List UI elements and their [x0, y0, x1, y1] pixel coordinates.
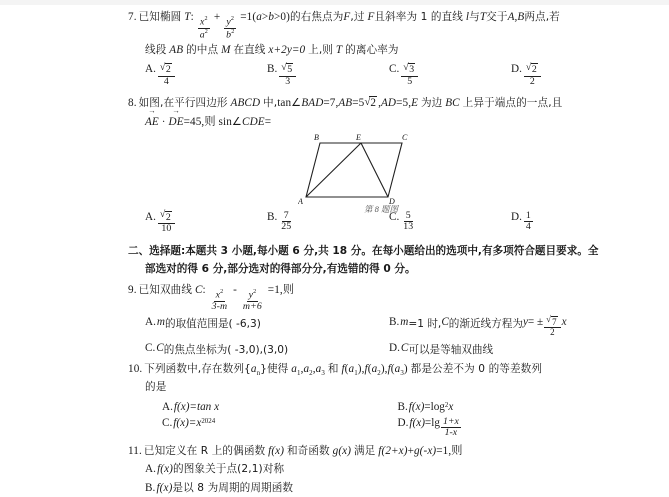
- q7-line-l: l: [465, 11, 470, 23]
- q8-ad-value: =5,: [396, 96, 412, 109]
- q8-text-2: 中,: [263, 96, 278, 109]
- q7-cond-a: a: [256, 11, 262, 23]
- q8-option-b-value: $\frac{7}{25}$: [281, 209, 292, 233]
- q9-option-b-text-1: =1 时,: [408, 317, 442, 330]
- q10-fa3-arg: a: [394, 362, 401, 375]
- vertex-label-c: C: [402, 132, 408, 142]
- q8-option-a-label: A.: [145, 210, 156, 223]
- q10-comma-3: ,: [361, 362, 365, 375]
- q7-equals: =1(: [240, 11, 257, 23]
- q7-stem-text-3: ,过: [350, 11, 365, 23]
- q9-option-c-var: C: [156, 341, 164, 354]
- q7-option-a-value: √ $\frac{2}{4}$: [158, 63, 175, 87]
- q7-colon: :: [190, 11, 194, 23]
- q8-option-c-label: C.: [389, 210, 400, 223]
- q11-eq-f: f(2+x): [378, 444, 408, 457]
- q7-option-a[interactable]: [145, 63, 267, 87]
- q7-seg-AB: AB: [169, 43, 184, 56]
- q9-option-c-text: 的焦点坐标为( -3,0),(3,0): [163, 343, 289, 356]
- q11-eq-g: g(-x): [413, 444, 437, 457]
- q9-minus: -: [233, 283, 237, 296]
- q8-angle-cde: CDE: [242, 116, 265, 129]
- q9-option-d[interactable]: [389, 342, 633, 357]
- question-10-stem-line2: [128, 379, 633, 396]
- q9-text-1: 已知双曲线: [138, 283, 193, 296]
- q7-l2-text-1: 线段: [145, 43, 167, 56]
- q10-fa3-sub: 3: [400, 368, 404, 377]
- q7-option-b-label: B.: [267, 63, 278, 76]
- q8-seg-bc: BC: [445, 96, 460, 109]
- q10-option-c-label: C.: [162, 416, 173, 429]
- q10-fa2-arg: a: [371, 362, 378, 375]
- q9-option-c[interactable]: [145, 342, 389, 357]
- q7-option-b-value: √ $\frac{5}{3}$: [279, 63, 296, 87]
- q7-stem-text-4: 且斜率为 1 的直线: [374, 11, 464, 23]
- q11-option-b-text: 是以 8 为周期的周期函数: [172, 481, 294, 494]
- q10-a3: a: [315, 362, 322, 375]
- q10-option-b-label: B.: [397, 400, 408, 413]
- vertex-label-e: E: [356, 132, 361, 142]
- parallelogram-abcd-diagram: [298, 133, 414, 205]
- question-9-number: 9.: [128, 283, 137, 296]
- q7-stem-text-1: 已知椭圆: [138, 11, 182, 23]
- q10-option-a-eq: =tan x: [189, 400, 220, 413]
- q7-frac-den-a2: $a^2$: [199, 29, 208, 41]
- section-2-line-1: 二、选择题:本题共 3 小题,每小题 6 分,共 18 分。在每小题给出的选项中,有多项符合题目要求。全: [128, 244, 599, 257]
- q9-option-b-pm: = ±: [527, 315, 544, 328]
- q10-text-4: 都是公差不为 0 的等差数列: [410, 362, 543, 375]
- q8-parallelogram-abcd: ABCD: [230, 96, 261, 109]
- q7-frac-y2-b2: [224, 16, 236, 40]
- vertex-label-a: A: [298, 196, 303, 205]
- q10-text-1: 下列函数中,存在数列{: [144, 362, 251, 375]
- q10-option-d-frac: $\frac{1+x}{1-x}$: [442, 415, 459, 439]
- q8-ab-sqrt: √ 2: [364, 94, 378, 112]
- q7-option-a-label: A.: [145, 63, 156, 76]
- question-10-options-row-2: [128, 417, 633, 439]
- section-2-header: [128, 242, 633, 278]
- q9-option-d-label: D.: [389, 341, 400, 354]
- q7-stem-text-7: 两点,若: [524, 11, 560, 23]
- q10-option-b-fx: f(x): [408, 400, 425, 413]
- question-11-option-a[interactable]: [128, 460, 633, 478]
- q9-option-b-var-m: m: [400, 315, 409, 328]
- q8-comma-1: ,: [378, 96, 381, 109]
- q8-option-d-label: D.: [511, 210, 522, 223]
- q10-comma-1: ,: [300, 362, 304, 375]
- q10-option-b-base: 2: [444, 400, 449, 409]
- q9-equals-tail: =1,则: [267, 283, 295, 296]
- question-10-number: 10.: [128, 362, 143, 375]
- q9-frac-x2-over-3-minus-m: $\frac{x^2}{3-m}$: [211, 288, 228, 312]
- q7-frac-x2-a2: [198, 16, 210, 40]
- q8-text-3: 为边: [420, 96, 443, 109]
- q8-option-c-value: $\frac{5}{13}$: [403, 209, 414, 233]
- q8-vector-ae: AE →: [145, 112, 159, 131]
- q8-text-4: 上异于端点的一点,且: [462, 96, 563, 109]
- q7-l2-text-2: 的中点: [186, 43, 219, 56]
- q11-option-b-fx: f(x): [156, 481, 173, 494]
- q10-option-b-eq: =log: [424, 400, 445, 413]
- q10-fa2: f: [364, 362, 368, 375]
- q8-vector-de: DE →: [169, 112, 184, 131]
- question-10-stem: 下列函数中,存在数列$\{a_n\}$使得 $a_1,a_2,a_3$ 和 $f(a_1),f(a_2),f(a_3)$ 都是公差不为 0 的等差数列: [144, 362, 543, 377]
- q7-stem-text-5: 与: [469, 11, 480, 23]
- q9-option-a-label: A.: [145, 315, 156, 328]
- section-2-line-2: 部选对的得 6 分,部分选对的得部分分,有选错的得 0 分。: [145, 262, 416, 275]
- q10-text-3: 和: [327, 362, 339, 375]
- q8-tan-value: =7,: [323, 96, 339, 109]
- q7-gt-2: >0): [274, 11, 290, 23]
- q7-points-AB: A,B: [507, 11, 525, 23]
- question-8-stem-line2: [128, 112, 633, 131]
- q7-var-T: T: [184, 11, 191, 23]
- q10-a2: a: [303, 362, 310, 375]
- q8-option-a-value: √ $\frac{2}{10}$: [158, 211, 175, 235]
- q8-option-a[interactable]: [145, 211, 267, 235]
- question-9-stem: [139, 281, 633, 312]
- q8-seg-ad: AD: [380, 96, 397, 109]
- q10-option-c[interactable]: [162, 417, 398, 429]
- q7-l2-text-3: 在直线: [233, 43, 266, 56]
- q9-option-d-text: 可以是等轴双曲线: [408, 343, 494, 356]
- question-8: [128, 94, 633, 112]
- q7-l2-text-5: 的离心率为: [345, 43, 399, 56]
- q10-option-d-eq: =lg: [424, 416, 440, 429]
- q10-option-b[interactable]: [398, 401, 634, 413]
- q7-option-d-label: D.: [511, 63, 522, 76]
- q9-option-a-text: 的取值范围是( -6,3): [164, 317, 261, 330]
- q7-option-d[interactable]: [511, 63, 633, 87]
- q10-option-b-tail: x: [448, 400, 454, 413]
- q9-option-a-var: m: [156, 315, 165, 328]
- q10-option-d-fx: f(x): [409, 416, 425, 429]
- q10-option-a[interactable]: [162, 401, 398, 413]
- q9-option-c-label: C.: [145, 341, 156, 354]
- q7-l2-text-4: 上,则: [308, 43, 333, 56]
- question-9: [128, 281, 633, 312]
- question-11-stem: [144, 442, 633, 460]
- q10-option-c-eq: =x: [188, 416, 202, 429]
- q11-fx: f(x): [268, 444, 285, 457]
- q9-option-b-x: x: [561, 315, 567, 328]
- q10-comma-4: ,: [384, 362, 388, 375]
- question-11-option-b[interactable]: [128, 479, 633, 497]
- q7-cond-b: b: [268, 11, 275, 23]
- vertex-label-b: B: [314, 132, 319, 142]
- q10-a2-sub: 2: [309, 368, 313, 377]
- q10-fa1-sub: 1: [354, 368, 358, 377]
- q7-frac-num-y2: $y^2$: [226, 16, 235, 28]
- question-9-options-row-1: [128, 316, 633, 338]
- q9-option-a[interactable]: [145, 316, 389, 331]
- q10-text-5: 的是: [145, 381, 167, 394]
- question-11-number: 11.: [128, 444, 142, 457]
- q11-text-3: 满足: [353, 444, 376, 457]
- q8-dot-value: =45,则: [183, 116, 216, 129]
- q7-stem-text-6: 交于: [486, 11, 508, 23]
- q8-option-c[interactable]: [389, 211, 511, 233]
- question-7-number: 7.: [128, 11, 137, 23]
- question-11: [128, 442, 633, 460]
- q10-option-d[interactable]: [398, 417, 634, 439]
- q7-gt-1: >: [261, 11, 269, 23]
- q10-seq-a-sub: n: [256, 368, 261, 377]
- q11-eq-tail: =1,则: [436, 444, 463, 457]
- q7-option-d-value: √ $\frac{2}{2}$: [524, 63, 541, 87]
- q10-option-d-label: D.: [397, 416, 409, 429]
- q8-option-d-value: $\frac{1}{4}$: [525, 209, 531, 233]
- q8-angle-bad: BAD: [301, 96, 324, 109]
- q9-option-b-y: y: [522, 315, 528, 328]
- q9-frac-y2-over-m-plus-6: $\frac{y^2}{m+6}$: [242, 288, 262, 312]
- q8-tan-label: tan∠: [277, 96, 302, 109]
- q7-option-c-value: √ $\frac{3}{5}$: [401, 63, 418, 87]
- q8-text-1: 如图,在平行四边形: [138, 96, 228, 109]
- q7-point-M: M: [221, 43, 231, 56]
- q9-curve-c: C: [194, 283, 203, 296]
- q10-comma-2: ,: [312, 362, 316, 375]
- question-7-options: [128, 63, 633, 87]
- q10-fa3: f: [387, 362, 391, 375]
- question-7: [128, 8, 633, 41]
- q8-point-e: E: [411, 96, 419, 109]
- question-8-stem: [139, 94, 633, 112]
- q10-a1: a: [291, 362, 297, 375]
- question-8-number: 8.: [128, 96, 137, 109]
- q8-dot-product-symbol: ·: [161, 116, 166, 129]
- q11-gx: g(x): [332, 444, 352, 457]
- segment-ae: [306, 143, 361, 197]
- parallelogram-outline: [306, 143, 402, 197]
- q10-a3-sub: 3: [321, 368, 325, 377]
- scan-edge-artifact: [0, 0, 669, 5]
- q11-option-b-label: B.: [145, 481, 156, 494]
- q7-frac-den-b2: $b^2$: [226, 29, 235, 41]
- q11-text-1: 已知定义在 R 上的偶函数: [143, 444, 266, 457]
- q10-fa2-sub: 2: [377, 368, 381, 377]
- q7-line-equation: x+2y=0: [268, 43, 306, 56]
- q9-option-d-var: C: [400, 341, 409, 354]
- q9-option-b[interactable]: [389, 316, 633, 338]
- q7-plus: +: [213, 11, 221, 23]
- q7-focus-F: F: [343, 11, 351, 23]
- q11-text-2: 和奇函数: [286, 444, 330, 457]
- q10-fa1: f: [341, 362, 345, 375]
- question-10: [128, 360, 633, 380]
- q9-option-b-text-2: 的渐近线方程为: [448, 317, 523, 330]
- question-8-figure: [298, 133, 414, 210]
- q9-colon: :: [202, 283, 206, 296]
- q10-text-2: }使得: [260, 362, 289, 375]
- question-10-options-row-1: [128, 401, 633, 413]
- question-8-figure-caption: 第 8 题图: [364, 203, 399, 214]
- q7-option-c[interactable]: [389, 63, 511, 87]
- q7-option-b[interactable]: [267, 63, 389, 87]
- q8-sin-equals: =: [264, 116, 272, 129]
- q8-option-d[interactable]: [511, 211, 633, 233]
- page-content: [128, 8, 633, 497]
- q10-option-a-fx: f(x): [173, 400, 190, 413]
- q7-option-c-label: C.: [389, 63, 400, 76]
- question-8-figure-wrap: [128, 132, 633, 214]
- q11-option-a-text: 的图象关于点(2,1)对称: [173, 463, 285, 476]
- question-7-stem-line2: [128, 41, 633, 59]
- q11-plus: +: [407, 444, 414, 457]
- q10-seq-a: a: [250, 362, 257, 375]
- vertex-label-d: D: [389, 196, 395, 205]
- question-7-stem: [139, 8, 633, 41]
- q10-fa1-arg: a: [348, 362, 355, 375]
- q8-option-b-label: B.: [267, 210, 278, 223]
- q11-option-a-fx: f(x): [157, 463, 174, 476]
- q10-option-c-exponent: 2024: [201, 416, 216, 425]
- q9-option-b-label: B.: [389, 315, 400, 328]
- q10-option-c-fx: f(x): [173, 416, 189, 429]
- q8-sin-label: sin∠: [218, 116, 243, 129]
- q7-ecc-T: T: [335, 43, 343, 56]
- q8-ab-value: =5: [352, 96, 365, 109]
- q7-curve-T: T: [479, 11, 487, 23]
- q7-through-F: F: [367, 11, 375, 23]
- q7-stem-text-2: 的右焦点为: [289, 11, 344, 23]
- q10-a1-sub: 1: [296, 368, 301, 377]
- q10-option-a-label: A.: [162, 400, 173, 413]
- q11-option-a-label: A.: [145, 463, 157, 476]
- q9-option-b-frac: √ $\frac{7}{2}$: [544, 316, 560, 338]
- q7-frac-num-x2: $x^2$: [200, 16, 208, 28]
- q8-seg-ab: AB: [338, 96, 353, 109]
- question-9-options-row-2: [128, 342, 633, 357]
- segment-ed: [361, 143, 388, 197]
- q9-option-b-var-c: C: [441, 315, 449, 328]
